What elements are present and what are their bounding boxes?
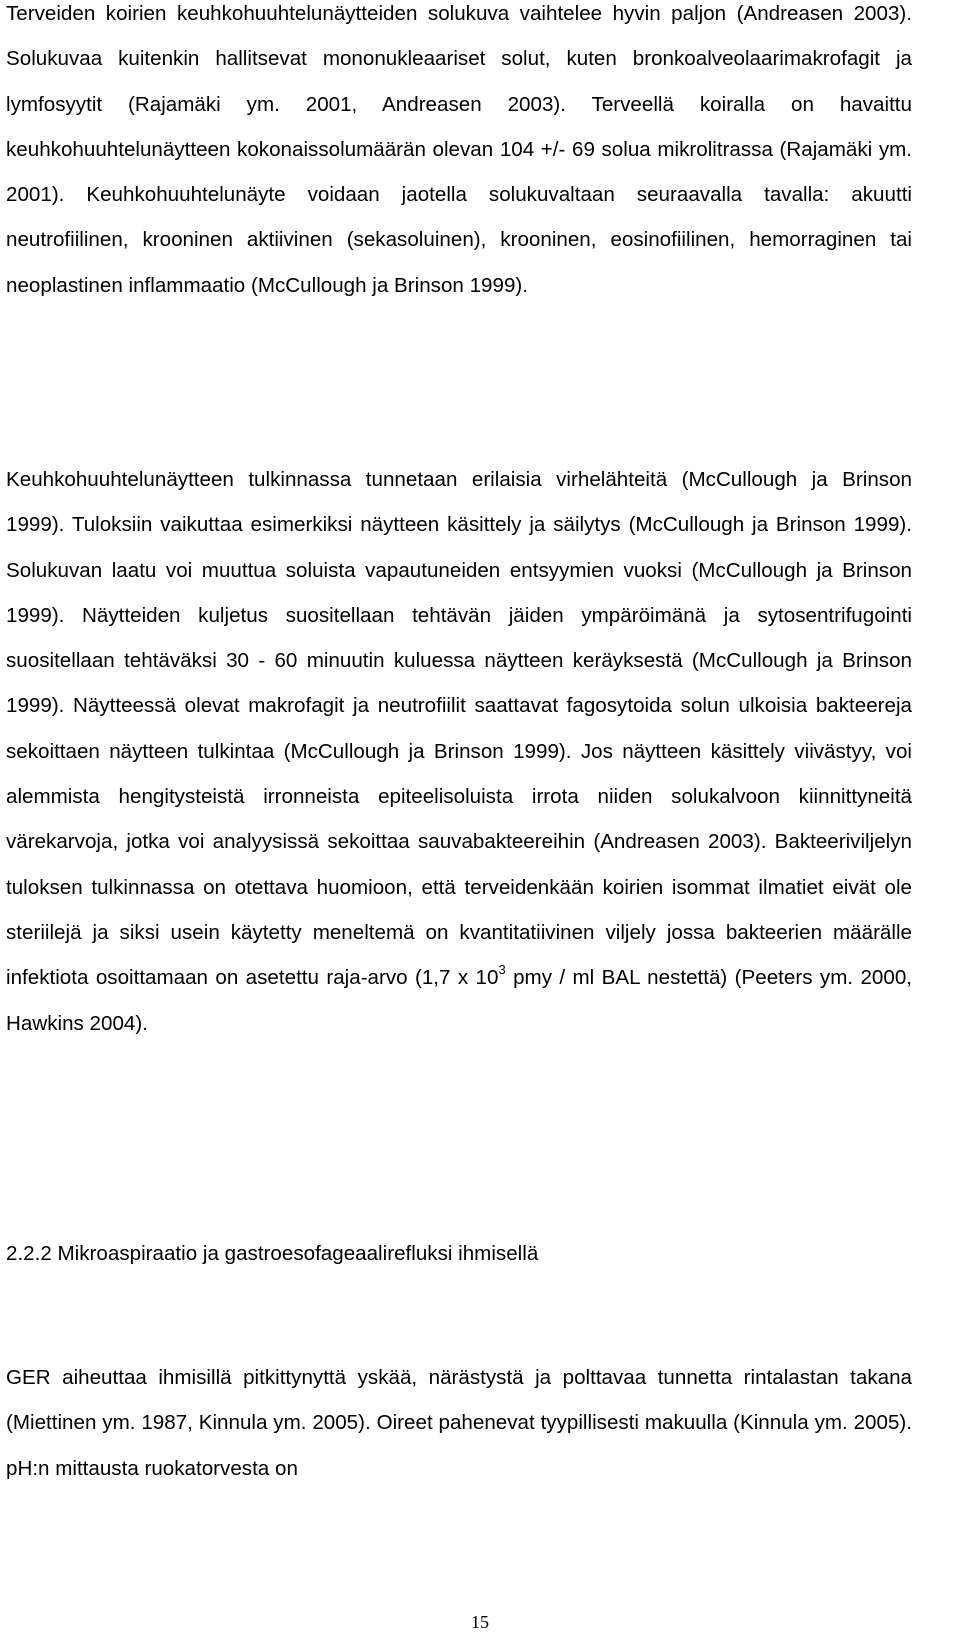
- body-paragraph: GER aiheuttaa ihmisillä pitkittynyttä yskää, närästystä ja polttavaa tunnetta rintalastan takana (Miettinen ym. 1987, Kinnula ym. 2005). Oireet pahenevat tyypillisesti makuulla (Kinnula ym. 2005). pH:n mittausta ruokatorvesta on: [6, 1366, 912, 1480]
- body-paragraph: Terveiden koirien keuhkohuuhtelunäytteiden solukuva vaihtelee hyvin paljon (Andreasen 2003). Solukuvaa kuitenkin hallitsevat mononukleaariset solut, kuten bronkoalveolaarimakrofagit ja lymfosyytit (Rajamäki ym. 2001, Andreasen 2003). Terveellä koiralla on havaittu keuhkohuuhtelunäytteen kokonaissolumäärän olevan 104 +/- 69 solua mikrolitrassa (Rajamäki ym. 2001). Keuhkohuuhtelunäyte voidaan jaotella solukuvaltaan seuraavalla tavalla: akuutti neutrofiilinen, krooninen aktiivinen (sekasoluinen), krooninen, eosinofiilinen, hemorraginen tai neoplastinen inflammaatio (McCullough ja Brinson 1999).: [6, 2, 912, 297]
- body-paragraph: [6, 457, 912, 1046]
- page-number: 15: [471, 1612, 489, 1632]
- superscript-exponent: 3: [498, 962, 506, 978]
- paragraph-text: pmy / ml BAL nestettä) (Peeters ym. 2000, Hawkins 2004).: [6, 966, 912, 1035]
- paragraph-text: Keuhkohuuhtelunäytteen tulkinnassa tunnetaan erilaisia virhelähteitä (McCullough ja Brinson 1999). Tuloksiin vaikuttaa esimerkiksi näytteen käsittely ja säilytys (McCullough ja Brinson 1999). Solukuvan laatu voi muuttua soluista vapautuneiden entsyymien vuoksi (McCullough ja Brinson 1999). Näytteiden kuljetus suositellaan tehtävän jäiden ympäröimänä ja sytosentrifugointi suositellaan tehtäväksi 30 - 60 minuutin kuluessa näytteen keräyksestä (McCullough ja Brinson 1999). Näytteessä olevat makrofagit ja neutrofiilit saattavat fagosytoida solun ulkoisia bakteereja sekoittaen näytteen tulkintaa (McCullough ja Brinson 1999). Jos näytteen käsittely viivästyy, voi alemmista hengitysteistä irronneista epiteelisoluista irrota niiden solukalvoon kiinnittyneitä värekarvoja, jotka voi analyysissä sekoittaa sauvabakteereihin (Andreasen 2003). Bakteeriviljelyn tuloksen tulkinnassa on otettava huomioon, että terveidenkään koirien isommat ilmatiet eivät ole steriilejä ja siksi usein käytetty meneltemä on kvantitatiivinen viljely jossa bakteerien määrälle infektiota osoittamaan on asetettu raja-arvo (1,7 x 10: [6, 468, 912, 990]
- section-heading: 2.2.2 Mikroaspiraatio ja gastroesofageaalirefluksi ihmisellä: [6, 1242, 539, 1265]
